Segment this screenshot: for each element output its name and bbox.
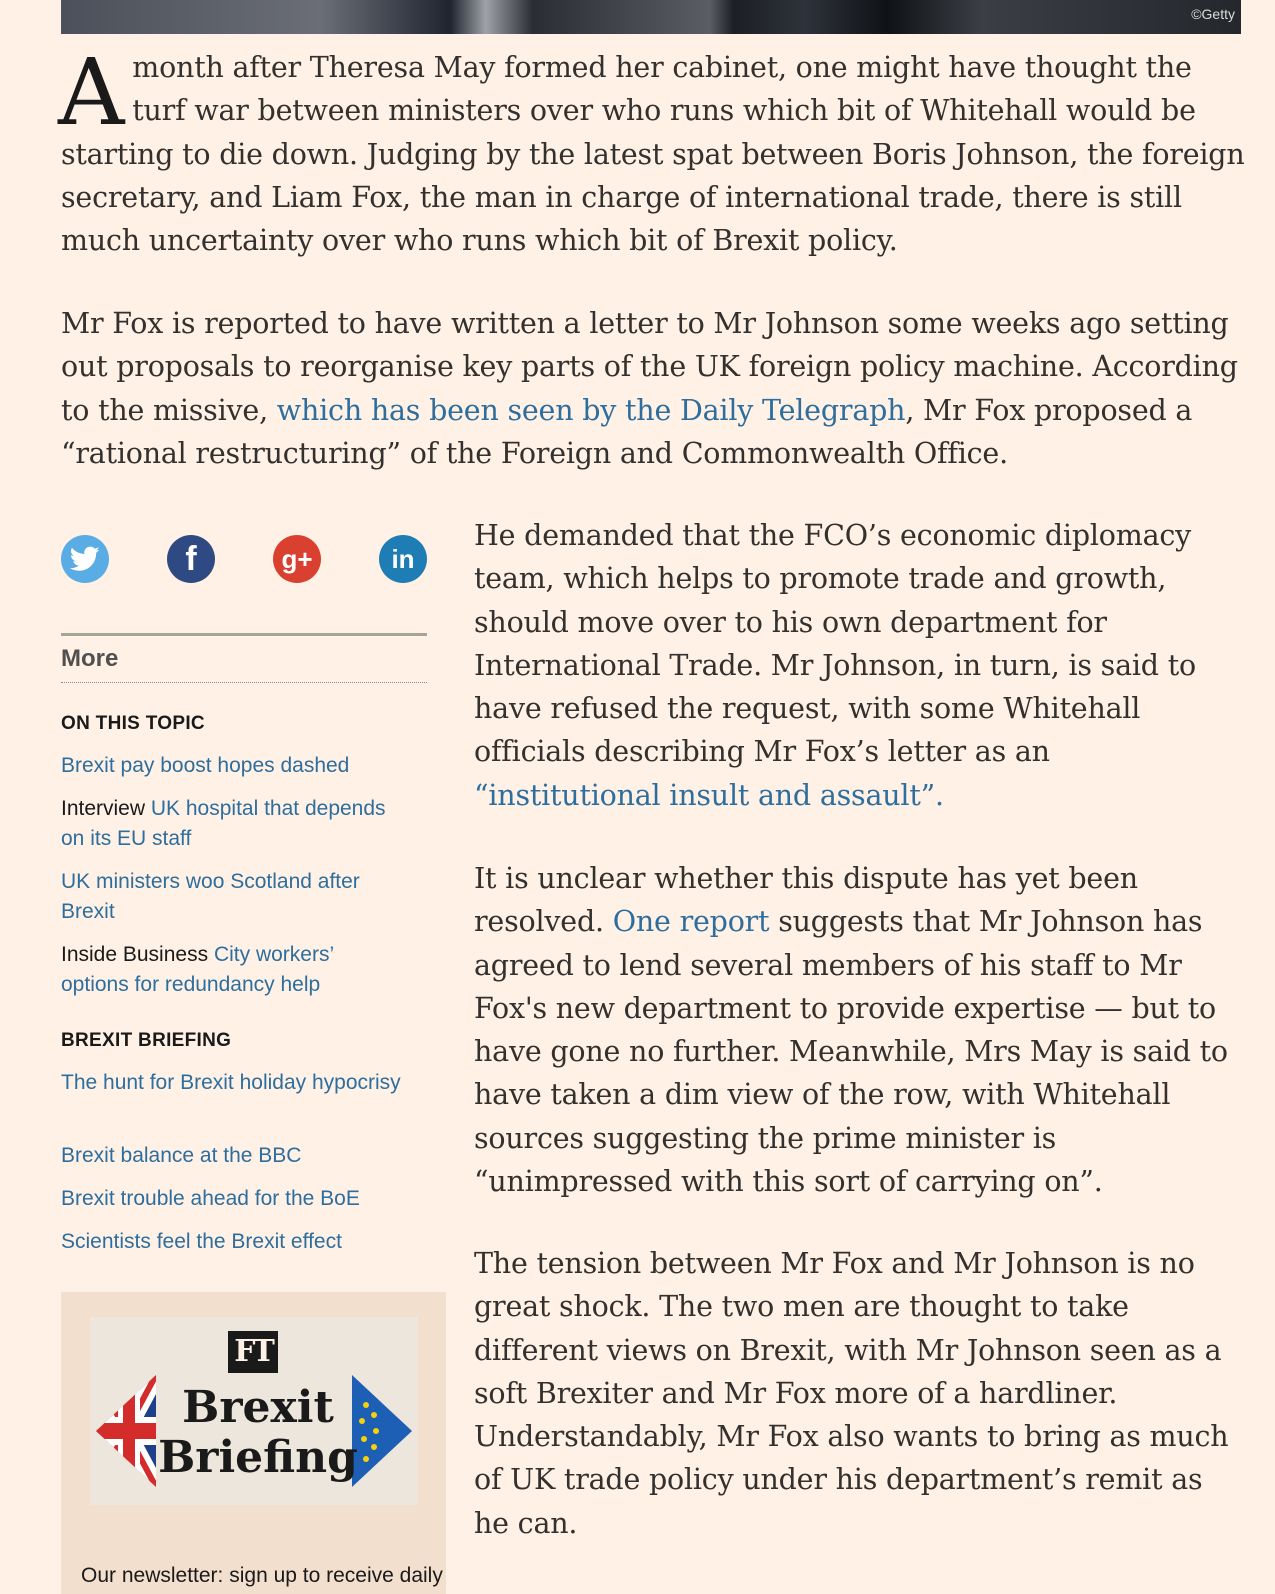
topic-item-link[interactable]: UK hospital that depends on its EU staff bbox=[61, 797, 386, 850]
topic-item[interactable] bbox=[61, 940, 401, 1000]
paragraph-1-text: month after Theresa May formed her cabinet, one might have thought the turf war between ministers over who runs which bit of Whitehall would be starting to die down. Judging by the latest spat between Boris Johnson, the foreign secretary, and Liam Fox, the man in charge of international trade, there is still much uncertainty over who runs which bit of Brexit policy. bbox=[61, 51, 1245, 258]
hero-image bbox=[61, 0, 1241, 34]
promo-footer-text: Our newsletter: sign up to receive daily bbox=[81, 1564, 443, 1587]
institutional-insult-link[interactable]: “institutional insult and assault”. bbox=[474, 778, 944, 812]
topic-item[interactable] bbox=[61, 794, 401, 854]
twitter-icon bbox=[70, 546, 100, 572]
share-bar bbox=[61, 535, 427, 583]
facebook-icon: f bbox=[185, 539, 197, 578]
article-paragraph-5 bbox=[474, 1242, 1244, 1545]
brexit-briefing-heading: BREXIT BRIEFING bbox=[61, 1030, 232, 1051]
topic-item-prefix: Inside Business bbox=[61, 943, 209, 966]
topic-item-link[interactable]: UK ministers woo Scotland after Brexit bbox=[61, 870, 360, 923]
briefing-item[interactable]: The hunt for Brexit holiday hypocrisy bbox=[61, 1071, 401, 1094]
article-paragraph-1 bbox=[58, 39, 1246, 262]
ft-logo: FT bbox=[228, 1331, 278, 1373]
topic-item-link[interactable]: Brexit pay boost hopes dashed bbox=[61, 754, 350, 777]
union-jack-arrow-icon bbox=[96, 1375, 156, 1487]
share-linkedin-button[interactable] bbox=[379, 535, 427, 583]
article-paragraph-3 bbox=[474, 514, 1244, 817]
one-report-link[interactable]: One report bbox=[612, 905, 770, 939]
paragraph-4-text-a: It is unclear whether this dispute has yet been resolved. bbox=[474, 862, 1138, 939]
promo-title bbox=[158, 1383, 358, 1483]
drop-cap: A bbox=[58, 39, 125, 146]
sidebar-more-title: More bbox=[61, 645, 119, 672]
promo-artwork bbox=[90, 1317, 418, 1505]
paragraph-2-text-b: , Mr Fox proposed a “rational restructuring” of the Foreign and Commonwealth Office. bbox=[61, 393, 1193, 470]
paragraph-5-text: The tension between Mr Fox and Mr Johnson is no great shock. The two men are thought to take different views on Brexit, with Mr Johnson seen as a soft Brexiter and Mr Fox more of a hardliner. Understandably, Mr Fox also wants to bring as much of UK trade policy under his department’s remit as he can. bbox=[474, 1247, 1229, 1540]
promo-title-line1: Brexit bbox=[182, 1382, 334, 1433]
share-facebook-button[interactable] bbox=[167, 535, 215, 583]
linkedin-icon: in bbox=[391, 543, 415, 574]
article-paragraph-4 bbox=[474, 857, 1244, 1203]
telegraph-link[interactable]: which has been seen by the Daily Telegraph bbox=[276, 393, 906, 427]
briefing-item[interactable]: Brexit trouble ahead for the BoE bbox=[61, 1187, 360, 1210]
eu-flag-arrow-icon bbox=[352, 1375, 412, 1487]
briefing-item[interactable]: Brexit balance at the BBC bbox=[61, 1144, 302, 1167]
image-credit: ©Getty bbox=[1191, 6, 1235, 22]
topic-item-link[interactable]: City workers’ options for redundancy help bbox=[61, 943, 334, 996]
promo-title-line2: Briefing bbox=[158, 1432, 358, 1483]
topic-item[interactable] bbox=[61, 867, 401, 927]
sidebar-dotted-rule bbox=[61, 682, 427, 683]
topic-item[interactable] bbox=[61, 751, 401, 781]
article-paragraph-2 bbox=[61, 302, 1246, 475]
briefing-item[interactable]: Scientists feel the Brexit effect bbox=[61, 1230, 342, 1253]
topic-item-prefix: Interview bbox=[61, 797, 146, 820]
share-google-plus-button[interactable] bbox=[273, 535, 321, 583]
brexit-briefing-promo[interactable] bbox=[61, 1292, 446, 1594]
google-plus-icon: g+ bbox=[281, 543, 313, 574]
paragraph-3-text: He demanded that the FCO’s economic diplomacy team, which helps to promote trade and growth, should move over to his own department for International Trade. Mr Johnson, in turn, is said to have refused the request, with some Whitehall officials describing Mr Fox’s letter as an bbox=[474, 519, 1196, 769]
paragraph-2-text-a: Mr Fox is reported to have written a letter to Mr Johnson some weeks ago setting out proposals to reorganise key parts of the UK foreign policy machine. According to the missive, bbox=[61, 307, 1238, 427]
sidebar-top-rule bbox=[61, 633, 427, 636]
share-twitter-button[interactable] bbox=[61, 535, 109, 583]
on-this-topic-heading: ON THIS TOPIC bbox=[61, 713, 205, 734]
paragraph-4-text-b: suggests that Mr Johnson has agreed to lend several members of his staff to Mr Fox's new department to provide expertise — but to have gone no further. Meanwhile, Mrs May is said to have taken a dim view of the row, with Whitehall sources suggesting the prime minister is “unimpressed with this sort of carrying on”. bbox=[474, 905, 1228, 1199]
